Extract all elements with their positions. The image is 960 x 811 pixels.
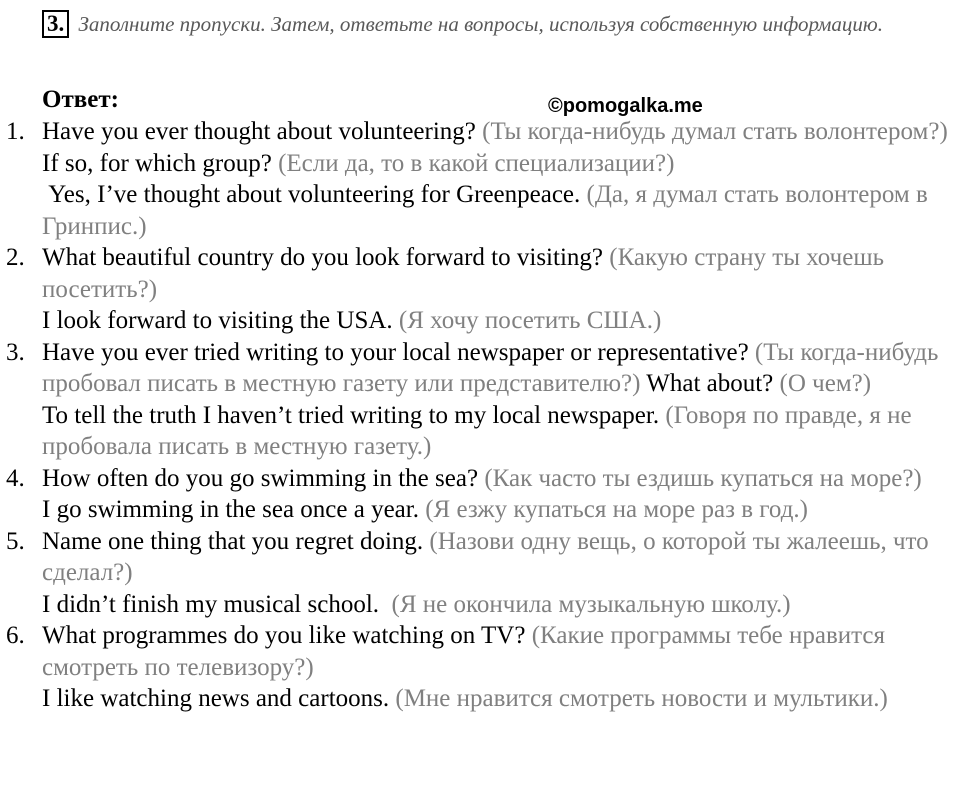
followup-question-ru: (Если да, то в какой специализации?) — [278, 149, 675, 177]
answer-en: Yes, I’ve thought about volunteering for Greenpeace. — [48, 181, 581, 208]
question-en: Have you ever tried writing to your local newspaper or representative? — [42, 338, 749, 366]
answer-en: I go swimming in the sea once a year. — [42, 496, 419, 523]
answer-line — [42, 494, 950, 526]
answer-line — [42, 400, 950, 463]
followup-question-ru: (О чем?) — [779, 370, 872, 397]
task-number: 3. — [42, 10, 69, 38]
answer-ru: (Говоря по правде, я не пробовала писать в местную газету.) — [42, 401, 912, 460]
question-ru: (Как часто ты ездишь купаться на море?) — [484, 464, 922, 492]
answer-en: I like watching news and cartoons. — [42, 685, 390, 712]
question-ru: (Какие программы тебе нравится смотреть по телевизору?) — [42, 622, 885, 681]
answer-line — [42, 683, 950, 715]
list-item-3 — [0, 337, 950, 463]
answer-line — [42, 305, 950, 337]
task-header — [42, 10, 922, 38]
list-item-1 — [0, 116, 950, 242]
list-item-5 — [0, 526, 950, 621]
question-en: Name one thing that you regret doing. — [42, 527, 424, 555]
list-item-2 — [0, 242, 950, 337]
question-ru: (Назови одну вещь, о которой ты жалеешь, что сделал?) — [42, 527, 929, 586]
question-ru: (Ты когда-нибудь пробовал писать в местную газету или представителю?) — [42, 338, 939, 397]
answer-list — [0, 116, 950, 715]
list-item-6 — [0, 620, 950, 715]
item-number: 4. — [6, 464, 25, 492]
answer-ru: (Да, я думал стать волонтером в Гринпис.) — [42, 181, 928, 240]
answer-ru: (Я хочу посетить США.) — [398, 307, 662, 334]
question-ru: (Ты когда-нибудь думал стать волонтером?) — [482, 118, 948, 145]
item-number: 2. — [6, 244, 25, 271]
question-en: What programmes do you like watching on TV? — [42, 622, 526, 649]
item-number: 6. — [6, 622, 25, 649]
answer-label: Ответ: — [42, 86, 119, 113]
item-number: 3. — [6, 338, 25, 366]
list-item-4 — [0, 463, 950, 526]
question-ru: (Какую страну ты хочешь посетить?) — [42, 244, 884, 303]
answer-line — [42, 589, 950, 621]
item-number: 5. — [6, 527, 25, 555]
watermark: ©pomogalka.me — [548, 95, 703, 117]
answer-en: I didn’t finish my musical school. — [42, 590, 380, 618]
followup-question-en: If so, for which group? — [42, 149, 272, 177]
answer-ru: (Я не окончила музыкальную школу.) — [391, 590, 791, 618]
answer-en: I look forward to visiting the USA. — [42, 307, 393, 334]
question-en: How often do you go swimming in the sea? — [42, 464, 479, 492]
answer-line — [42, 179, 950, 242]
item-number: 1. — [6, 118, 25, 145]
followup-question-en: What about? — [646, 370, 774, 397]
question-en: What beautiful country do you look forward to visiting? — [42, 244, 603, 271]
answer-ru: (Я езжу купаться на море раз в год.) — [425, 496, 808, 523]
answer-en: To tell the truth I haven’t tried writing to my local newspaper. — [42, 401, 660, 429]
question-en: Have you ever thought about volunteering? — [42, 118, 476, 145]
answer-ru: (Мне нравится смотреть новости и мультики.) — [395, 685, 888, 712]
task-instruction: Заполните пропуски. Затем, ответьте на вопросы, используя собственную информацию. — [78, 12, 883, 36]
